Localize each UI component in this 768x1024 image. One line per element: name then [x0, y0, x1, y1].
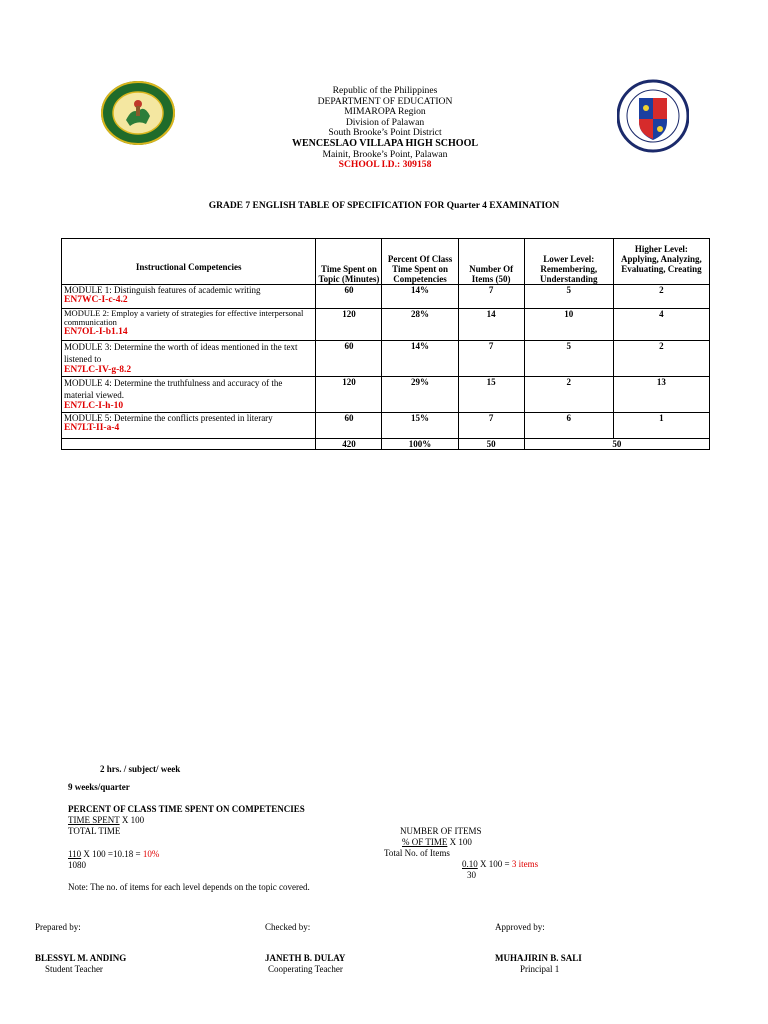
header-number-of-items: Number Of Items (50) [458, 239, 524, 285]
header-division: Division of Palawan [345, 116, 425, 128]
percent-cell: 28% [382, 309, 458, 341]
module-description: MODULE 5: Determine the conflicts presented in literary [64, 413, 273, 423]
table-row [62, 377, 710, 413]
time-spent-label: TIME SPENT [68, 815, 120, 825]
items-cell: 7 [458, 285, 524, 309]
higher-level-cell: 2 [613, 341, 709, 377]
higher-level-cell: 2 [613, 285, 709, 309]
prepared-by-name: BLESSYL M. ANDING [35, 953, 127, 963]
table-row [62, 341, 710, 377]
header-school-name: WENCESLAO VILLAPA HIGH SCHOOL [291, 137, 479, 149]
competency-cell [62, 377, 316, 413]
competency-cell [62, 285, 316, 309]
competency-code: EN7WC-I-c-4.2 [64, 295, 128, 305]
approved-by-name: MUHAJIRIN B. SALI [495, 953, 582, 963]
checked-by-role: Cooperating Teacher [268, 964, 343, 974]
formula-numerator [68, 815, 144, 826]
checked-by-label: Checked by: [265, 922, 311, 932]
example-denominator: 1080 [68, 860, 86, 870]
module-description: MODULE 3: Determine the worth of ideas mentioned in the text listened to [64, 342, 298, 364]
total-time-cell: 420 [316, 439, 382, 450]
approved-by-label: Approved by: [495, 922, 545, 932]
module-description: MODULE 4: Determine the truthfulness and accuracy of the material viewed. [64, 378, 283, 400]
hours-per-week: 2 hrs. / subject/ week [100, 764, 181, 774]
percent-cell: 29% [382, 377, 458, 413]
note-text: Note: The no. of items for each level depends on the topic covered. [68, 882, 310, 892]
percent-example [68, 849, 159, 860]
time-cell: 60 [316, 285, 382, 309]
table-row [62, 309, 710, 341]
checked-by-name: JANETH B. DULAY [265, 953, 346, 963]
items-cell: 15 [458, 377, 524, 413]
lower-level-cell: 5 [524, 341, 613, 377]
table-totals-row [62, 439, 710, 450]
items-example-calculation: X 100 = [477, 859, 512, 869]
prepared-by-label: Prepared by: [35, 922, 81, 932]
totals-label-cell [62, 439, 316, 450]
document-title: GRADE 7 ENGLISH TABLE OF SPECIFICATION FOR Quarter 4 EXAMINATION [208, 201, 560, 211]
deped-palawan-seal-logo [100, 80, 176, 146]
header-time-spent: Time Spent on Topic (Minutes) [316, 239, 382, 285]
time-cell: 60 [316, 413, 382, 439]
higher-level-cell: 1 [613, 413, 709, 439]
document-header [230, 86, 540, 171]
competency-cell [62, 341, 316, 377]
approved-by-role: Principal 1 [520, 964, 560, 974]
competency-code: EN7LT-II-a-4 [64, 423, 120, 433]
higher-level-cell: 4 [613, 309, 709, 341]
competency-cell [62, 413, 316, 439]
table-row [62, 413, 710, 439]
competency-code: EN7LC-I-h-10 [64, 401, 124, 411]
percent-cell: 14% [382, 341, 458, 377]
items-example-numerator: 0.10 [462, 859, 478, 869]
total-percent-cell: 100% [382, 439, 458, 450]
header-republic: Republic of the Philippines [332, 85, 438, 96]
items-times-100: X 100 [447, 837, 472, 847]
header-region: MIMAROPA Region [344, 106, 426, 118]
items-formula [386, 837, 472, 848]
total-levels-cell: 50 [524, 439, 709, 450]
time-cell: 120 [316, 377, 382, 413]
competency-cell [62, 309, 316, 341]
items-cell: 14 [458, 309, 524, 341]
percent-cell: 14% [382, 285, 458, 309]
example-calculation: X 100 =10.18 = [81, 849, 143, 859]
header-address: Mainit, Brooke’s Point, Palawan [322, 148, 448, 160]
total-items-cell: 50 [458, 439, 524, 450]
higher-level-cell: 13 [613, 377, 709, 413]
prepared-by-role: Student Teacher [45, 964, 103, 974]
items-cell: 7 [458, 341, 524, 377]
number-of-items-label: NUMBER OF ITEMS [400, 826, 482, 836]
header-district: South Brooke’s Point District [328, 127, 442, 139]
specification-table [61, 238, 710, 450]
total-time-label: TOTAL TIME [68, 826, 121, 836]
school-shield-logo [617, 76, 689, 156]
header-higher-level: Higher Level: Applying, Analyzing, Evaluating, Creating [613, 239, 709, 285]
example-result: 10% [142, 849, 160, 859]
items-example-denominator: 30 [467, 870, 476, 880]
table-header-row [62, 239, 710, 285]
example-numerator: 110 [68, 849, 82, 859]
percent-of-time-label: % OF TIME [402, 837, 448, 847]
lower-level-cell: 10 [524, 309, 613, 341]
items-example [462, 859, 538, 870]
time-cell: 60 [316, 341, 382, 377]
weeks-per-quarter: 9 weeks/quarter [68, 782, 130, 792]
header-lower-level: Lower Level: Remembering, Understanding [524, 239, 613, 285]
times-100-label: X 100 [119, 815, 145, 825]
table-row [62, 285, 710, 309]
header-department: DEPARTMENT OF EDUCATION [317, 95, 453, 107]
percent-formula-heading: PERCENT OF CLASS TIME SPENT ON COMPETENCIES [68, 804, 305, 814]
competency-code: EN7LC-IV-g-8.2 [64, 365, 132, 375]
total-items-label: Total No. of Items [384, 848, 450, 858]
items-cell: 7 [458, 413, 524, 439]
module-description: MODULE 1: Distinguish features of academic writing [64, 285, 261, 295]
percent-cell: 15% [382, 413, 458, 439]
header-competencies: Instructional Competencies [62, 239, 316, 285]
lower-level-cell: 6 [524, 413, 613, 439]
time-cell: 120 [316, 309, 382, 341]
lower-level-cell: 2 [524, 377, 613, 413]
header-percent-time: Percent Of Class Time Spent on Competencies [382, 239, 458, 285]
header-school-id: SCHOOL I.D.: 309158 [338, 159, 432, 171]
lower-level-cell: 5 [524, 285, 613, 309]
competency-code: EN7OL-I-b1.14 [64, 327, 128, 337]
items-example-result: 3 items [511, 859, 539, 869]
module-description: MODULE 2: Employ a variety of strategies for effective interpersonal communication [64, 308, 304, 327]
